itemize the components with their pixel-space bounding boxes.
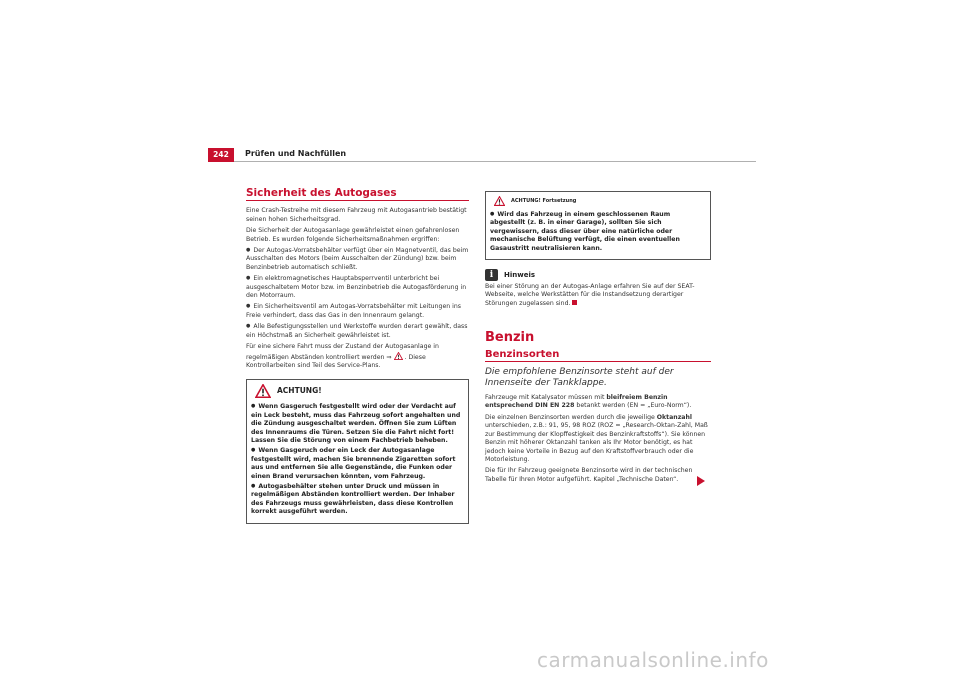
paragraph-catalyst-b: betankt werden (EN = „Euro-Norm“).	[576, 402, 692, 410]
left-column	[246, 189, 469, 524]
paragraph-octane-bold: Oktanzahl	[656, 413, 692, 421]
paragraph-inspection-b: . Diese Kontrollarbeiten sind Teil des Service-Plans.	[246, 353, 426, 369]
warning-triangle-icon	[255, 384, 271, 398]
header-divider	[234, 161, 756, 162]
warning-triangle-icon	[394, 352, 403, 360]
paragraph-inspection	[246, 343, 469, 370]
paragraph-intro: Eine Crash-Testreihe mit diesem Fahrzeug mit Autogasantrieb bestätigt seinen hohen Sicherheitsgrad.	[246, 207, 467, 223]
paragraph-octane-b: unterschieden, z.B.: 91, 95, 98 ROZ (ROZ = „Research-Oktan-Zahl, Maß zur Bestimmung der Klopffestigkeit des Benzinkraftstoffs“). Sie können Benzin mit höherer Oktanzahl tanken als Ihr Motor benötigt, es hat jedoch keine Vorteile in Bezug auf den Kraftstoffverbrauch oder die Motorleistung.	[485, 422, 708, 463]
page-number: 242	[208, 148, 234, 162]
paragraph-catalyst	[485, 394, 711, 411]
warning-continued-box	[485, 191, 711, 260]
bullet-item: ● Der Autogas-Vorratsbehälter verfügt über ein Magnetventil, das beim Ausschalten des Motors (beim Ausschalten der Zündung) bzw. beim Benzinbetrieb automatisch schließt.	[246, 247, 469, 272]
warning-continued-label: ACHTUNG! Fortsetzung	[511, 197, 577, 204]
note-text-body: Bei einer Störung an der Autogas-Anlage erfahren Sie auf der SEAT-Webseite, welche Werkstätten für die Instandsetzung derartiger Störungen zugelassen sind.	[485, 283, 695, 307]
note-label: Hinweis	[504, 270, 536, 279]
page-header	[208, 148, 756, 162]
bullet-item: ● Ein Sicherheitsventil am Autogas-Vorratsbehälter mit Leitungen ins Freie verhindert, dass das Gas in den Innenraum gelangt.	[246, 303, 469, 320]
section-title-autogas: Sicherheit des Autogases	[246, 189, 469, 201]
paragraph-inspection-a: Für eine sichere Fahrt muss der Zustand der Autogasanlage in regelmäßigen Abständen kontrolliert werden ⇒	[246, 343, 439, 361]
warning-box	[246, 379, 469, 523]
watermark: carmanualsonline.info	[537, 648, 769, 672]
bullet-item: ● Ein elektromagnetisches Hauptabsperrventil unterbricht bei ausgeschaltetem Motor bzw. im Benzinbetrieb die Autogasförderung in den Motorraum.	[246, 275, 469, 300]
italic-heading: Die empfohlene Benzinsorte steht auf der Innenseite der Tankklappe.	[485, 367, 674, 389]
warning-item: ● Autogasbehälter stehen unter Druck und müssen in regelmäßigen Abständen kontrolliert werden. Der Inhaber des Fahrzeugs muss gewährleisten, dass diese Kontrollen korrekt ausgeführt werden.	[251, 483, 464, 517]
section-title-benzin: Benzin	[485, 330, 535, 346]
warning-continued-header	[494, 196, 706, 206]
paragraph-octane	[485, 414, 711, 464]
end-marker-icon	[572, 300, 577, 305]
paragraph-octane-a: Die einzelnen Benzinsorten werden durch die jeweilige	[485, 413, 655, 421]
note-header	[485, 269, 711, 281]
paragraph-fuel-type: Die für Ihr Fahrzeug geeignete Benzinsorte wird in der technischen Tabelle für Ihren Motor aufgeführt. Kapitel „Technische Daten“.	[485, 467, 693, 483]
warning-box-header	[255, 384, 464, 398]
bullet-item: ● Alle Befestigungsstellen und Werkstoffe wurden derart gewählt, dass ein Höchstmaß an Sicherheit gewährleistet ist.	[246, 323, 469, 340]
info-icon: i	[485, 269, 498, 281]
warning-triangle-icon	[494, 196, 505, 206]
chapter-title: Prüfen und Nachfüllen	[245, 149, 347, 158]
warning-item: ● Wenn Gasgeruch oder ein Leck der Autogasanlage festgestellt wird, machen Sie brennende Zigaretten sofort aus und entfernen Sie alle Gegenstände, die Funken oder einen Brand verursachen könnten, vom Fahrzeug.	[251, 447, 464, 481]
note-text	[485, 283, 711, 308]
continue-arrow-icon	[697, 476, 705, 486]
paragraph-catalyst-bold: bleifreiem Benzin entsprechend DIN EN 228	[485, 394, 668, 410]
warning-label: ACHTUNG!	[277, 386, 322, 396]
warning-item: ● Wird das Fahrzeug in einem geschlossenen Raum abgestellt (z. B. in einer Garage), sollten Sie sich vergewissern, dass dieser über eine natürliche oder mechanische Belüftung verfügt, die einen eventuellen Gasaustritt neutralisieren kann.	[490, 211, 706, 253]
warning-item: ● Wenn Gasgeruch festgestellt wird oder der Verdacht auf ein Leck besteht, muss das Fahrzeug sofort angehalten und die Zündung ausgeschaltet werden. Öffnen Sie zum Lüften des Innenraums die Türen. Setzen Sie die Fahrt nicht fort! Lassen Sie die Störung von einem Fachbetrieb beheben.	[251, 403, 464, 445]
subsection-title-benzinsorten: Benzinsorten	[485, 351, 711, 362]
paragraph-catalyst-a: Fahrzeuge mit Katalysator müssen mit	[485, 394, 605, 402]
right-column	[485, 191, 711, 487]
paragraph-measures: Die Sicherheit der Autogasanlage gewährleistet einen gefahrenlosen Betrieb. Es wurden folgende Sicherheitsmaßnahmen ergriffen:	[246, 227, 460, 243]
